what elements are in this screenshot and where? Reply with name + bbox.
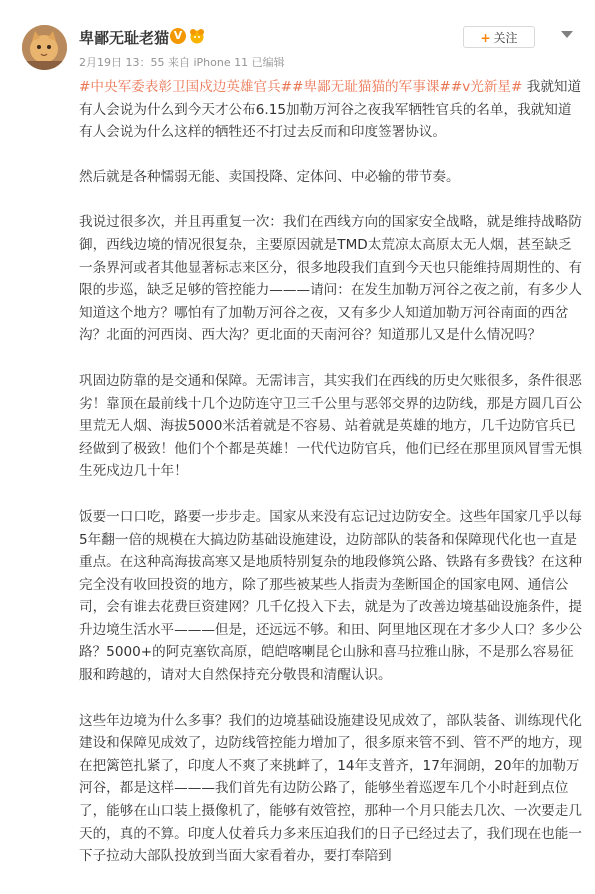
paragraph-text: 我就知道有人会说为什么到今天才公布6.15加勒万河谷之夜我军牺牲官兵的名单，我就知道有人会说为什么这样的牺牲还不打过去反而和印度签署协议。 — [79, 79, 582, 141]
edited-label[interactable]: 已编辑 — [251, 56, 285, 69]
hashtag-link[interactable]: #中央军委表彰卫国戍边英雄官兵# — [79, 79, 293, 95]
fan-badge-icon[interactable] — [188, 28, 206, 44]
post-paragraph: 这些年边境为什么多事？我们的边境基础设施建设见成效了，部队装备、训练现代化建设和保障见成效了，边防线管控能力增加了，很多原来管不到、管不严的地方，现在把篱笆扎紧了，印度人不爽了来挑衅了，14年支普齐，17年洞朗，20年的加勒万河谷，都是这样———我们首先有边防公路了，能够坐着巡逻车几个小时赶到点位了，能够在山口装上摄像机了，能够有效管控，那种一个月只能去几次、一次要走几天的，真的不算。印度人仗着兵力多来压迫我们的日子已经过去了，我们现在也能一下子拉动大部队投放到当面大家看着办，要打奉陪到 — [79, 712, 582, 865]
follow-button-label: 关注 — [493, 31, 518, 45]
post-meta — [79, 54, 285, 70]
post-paragraph: 饭要一口口吃，路要一步步走。国家从来没有忘记过边防安全。这些年国家几乎以每5年翻一倍的规模在大搞边防基础设施建设，边防部队的装备和保障现代化也一直是重点。在这种高海拔高寒又是地质特别复杂的地段修筑公路、铁路有多费钱？在这种完全没有收回投资的地方，除了那些被某些人指责为垄断国企的国家电网、通信公司，会有谁去花费巨资建网？几千亿投入下去，就是为了改善边境基础设施条件，提升边境生活水平———但是，还远远不够。和田、阿里地区现在才多少人口？多少公路？5000+的阿克塞钦高原，皑皑喀喇昆仑山脉和喜马拉雅山脉，不是那么容易征服和跨越的，请对大自然保持充分敬畏和清醒认识。 — [79, 508, 582, 684]
post-paragraph: 我说过很多次，并且再重复一次：我们在西线方向的国家安全战略，就是维持战略防御，西线边境的情况很复杂，主要原因就是TMD太荒凉太高原太无人烟，甚至缺乏一条界河或者其他显著标志来区分，很多地段我们直到今天也只能维持周期性的、有限的步巡，缺乏足够的管控能力———请问：在发生加勒万河谷之夜之前，有多少人知道这个地方？哪怕有了加勒万河谷之夜，又有多少人知道加勒万河谷南面的西岔沟？北面的河西岗、西大沟？更北面的天南河谷？知道那儿又是什么情况吗？ — [79, 214, 582, 344]
verified-v-badge-icon[interactable]: V — [170, 28, 186, 44]
post-header — [0, 0, 595, 78]
avatar[interactable] — [22, 25, 67, 70]
cat-avatar-image — [22, 25, 67, 70]
hashtag-link[interactable]: #v光新星# — [450, 79, 523, 95]
hashtag-link[interactable]: #卑鄙无耻猫猫的军事课# — [292, 79, 451, 95]
post-source: 来自 iPhone 11 — [168, 56, 249, 69]
caret-down-icon[interactable] — [561, 31, 573, 38]
post-content — [79, 76, 585, 891]
author-name[interactable]: 卑鄙无耻老猫 — [79, 29, 170, 47]
post-paragraph: 巩固边防靠的是交通和保障。无需讳言，其实我们在西线的历史欠账很多，条件很恶劣！靠顶在最前线十几个边防连守卫三千公里与恶邻交界的边防线，那是方圆几百公里荒无人烟、海拔5000米活着就是不容易、站着就是英雄的地方，几千边防官兵已经做到了极致！他们个个都是英雄！一代代边防官兵，他们已经在那里顶风冒雪无惧生死戍边几十年！ — [79, 372, 582, 480]
post-paragraph: 然后就是各种懦弱无能、卖国投降、定体问、中必输的带节奏。 — [79, 168, 460, 185]
post-paragraph — [79, 76, 585, 144]
follow-button[interactable] — [463, 26, 535, 48]
post-date[interactable]: 2月19日 13：55 — [79, 56, 165, 69]
plus-icon: + — [480, 31, 491, 45]
